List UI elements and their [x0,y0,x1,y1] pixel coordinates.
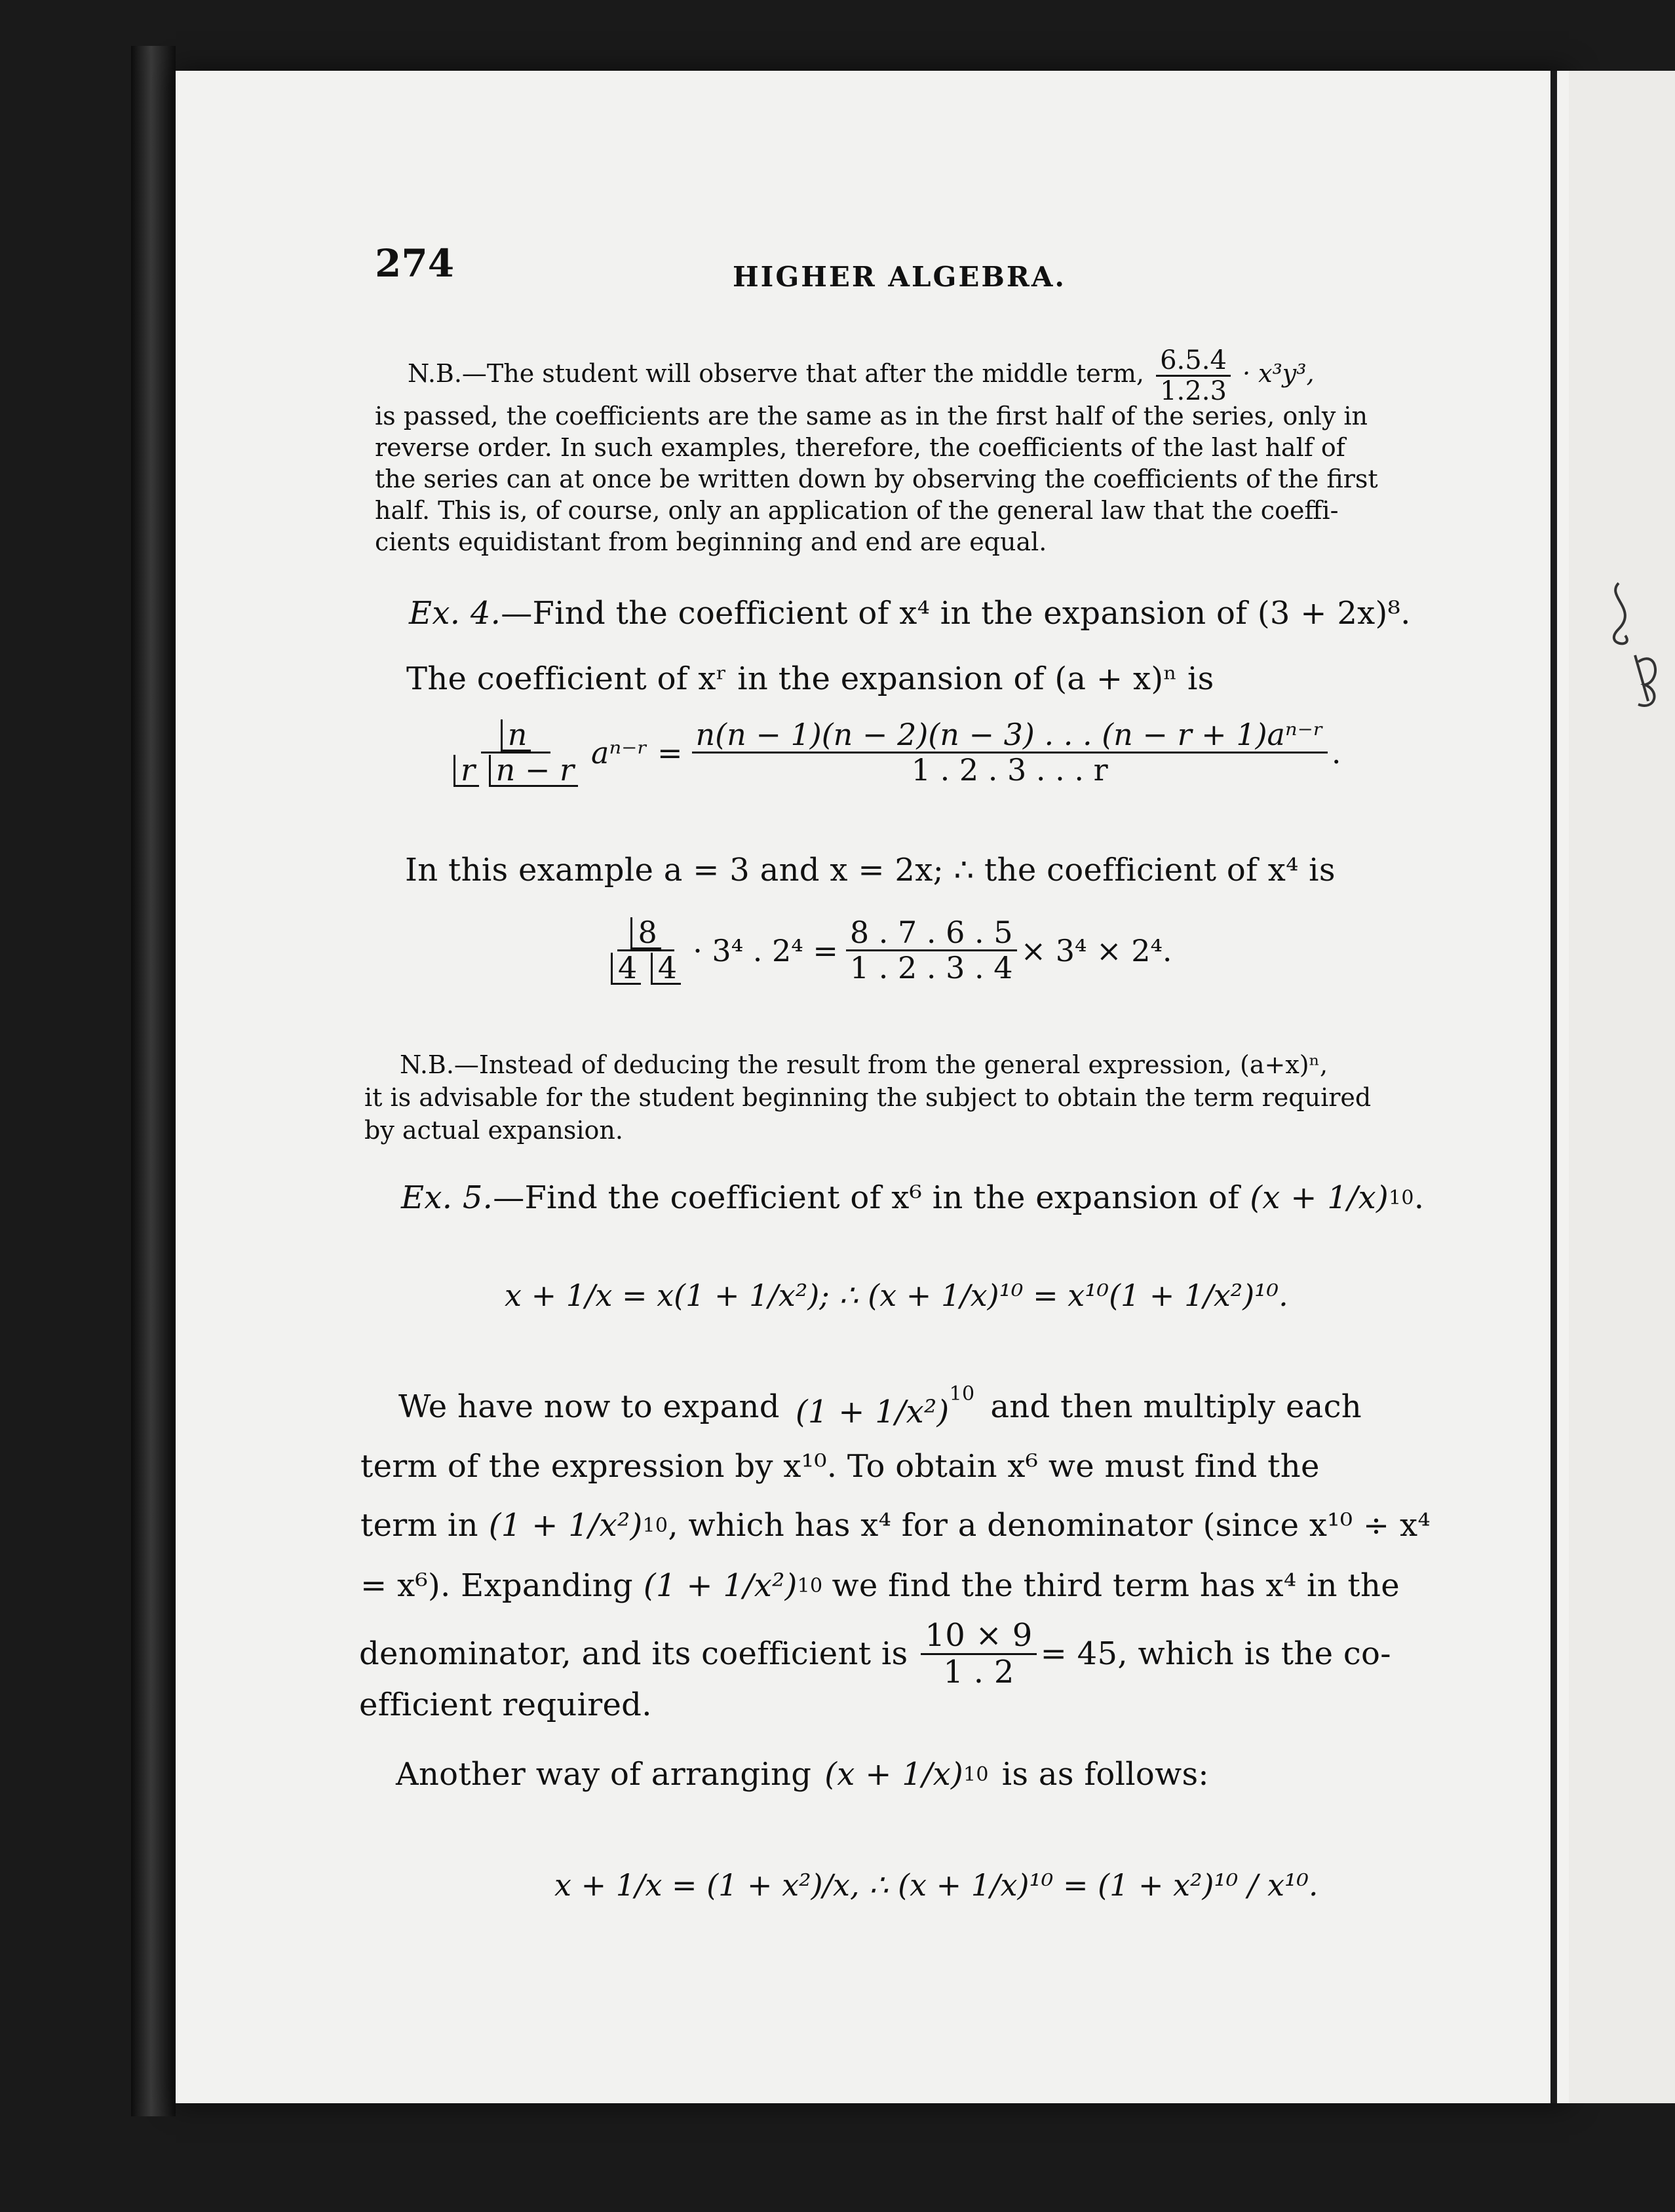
middle-term-fraction [1156,346,1231,406]
nb1-line1 [408,346,1315,406]
ex5-p5-text: denominator, and its coefficient is [359,1635,908,1673]
ex4-label: Ex. 4. [409,595,501,632]
coefficient-fraction [921,1618,1036,1690]
fact-8: 8 [630,917,661,949]
nb2-line1: N.B.—Instead of deducing the result from the general expression, (a+x)ⁿ, [400,1050,1328,1079]
ex5-p3 [360,1507,1431,1544]
calc-tail: × 3⁴ × 2⁴. [1020,932,1172,968]
calc-rhs-fraction [846,916,1017,984]
nb1-line4: the series can at once be written down by observing the coefficients of the first [375,465,1378,493]
formula-rhs-num: n(n − 1)(n − 2)(n − 3) . . . (n − r + 1)aⁿ⁻ʳ [692,718,1328,753]
ex4-title: —Find the coefficient of x⁴ in the expansion of (3 + 2x)⁸. [501,595,1411,632]
ex5-another-expr: (x + 1/x) [824,1756,963,1793]
ex5-heading: Ex. 5. —Find the coefficient of x⁶ in the expansion of (x + 1/x) 10 . [401,1179,1425,1216]
ex5-p6: efficient required. [359,1687,652,1723]
ex5-another-text: Another way of arranging [396,1756,812,1793]
factorial-8-over-4-4 [607,916,685,985]
nb1-line3: reverse order. In such examples, therefore, the coefficients of the last half of [375,433,1345,462]
ex4-general-formula [446,718,1341,787]
ex5-p2: term of the expression by x¹⁰. To obtain x⁶ we must find the [360,1448,1320,1485]
ex5-p1-text: We have now to expand [398,1388,780,1425]
ex4-heading [409,595,1411,632]
ex5-another-exp: 10 [963,1763,989,1786]
middle-term-den: 1.2.3 [1160,376,1227,406]
ex5-p3-exp: 10 [642,1514,668,1537]
ex5-p4-tail: we find the third term has x⁴ in the [832,1567,1400,1604]
ex4-line2: The coefficient of xʳ in the expansion of (a + x)ⁿ is [406,660,1214,697]
page-number: 274 [375,241,455,286]
ex5-equation: x + 1/x = x(1 + 1/x²); ∴ (x + 1/x)¹⁰ = x¹⁰(1 + 1/x²)¹⁰. [505,1278,1288,1313]
ex5-p5-tail: = 45, which is the co- [1040,1635,1391,1673]
ex5-p4-expr: (1 + 1/x²) [643,1567,798,1604]
ex5-label: Ex. 5. [401,1179,493,1216]
nb1-line6: cients equidistant from beginning and end are equal. [375,527,1047,556]
fact-r: r [453,755,479,787]
formula-end: . [1331,734,1341,771]
calc-mid: · 3⁴ . 2⁴ = [693,932,838,968]
middle-term-tail: · x³y³, [1242,359,1315,388]
coefficient-num: 10 × 9 [921,1618,1036,1655]
ex5-p3-expr: (1 + 1/x²) [488,1507,643,1544]
nb1-line5: half. This is, of course, only an application of the general law that the coeffi- [375,496,1339,525]
book-edge [131,46,176,2116]
ex4-line3: In this example a = 3 and x = 2x; ∴ the coefficient of x⁴ is [405,852,1336,888]
ex5-p3-text: term in [360,1507,478,1544]
handwritten-margin-note [1599,570,1665,714]
fact-4b: 4 [651,953,681,985]
ex5-p1-exp: 10 [949,1382,975,1405]
ex5-another-tail: is as follows: [1001,1756,1209,1793]
ex5-final-equation: x + 1/x = (1 + x²)/x, ∴ (x + 1/x)¹⁰ = (1 + x²)¹⁰ / x¹⁰. [554,1867,1319,1903]
ex5-p5 [359,1618,1391,1690]
fact-n-minus-r: n − r [489,755,578,787]
ex5-p4 [360,1567,1400,1604]
calc-rhs-num: 8 . 7 . 6 . 5 [846,916,1017,951]
coefficient-den: 1 . 2 [943,1653,1014,1690]
ex5-p3-tail: , which has x⁴ for a denominator (since x¹⁰ ÷ x⁴ [668,1507,1431,1544]
ex5-p4-exp: 10 [797,1574,823,1597]
ex5-another [396,1756,1209,1793]
calc-rhs-den: 1 . 2 . 3 . 4 [849,950,1013,985]
fact-4a: 4 [611,953,641,985]
formula-lhs-tail: aⁿ⁻ʳ = [591,734,683,771]
fact-n: n [501,719,531,752]
nb2-line2: it is advisable for the student beginning the subject to obtain the term required [364,1083,1372,1112]
ex5-title-expr: (x + 1/x) [1250,1179,1389,1216]
middle-term-num: 6.5.4 [1156,346,1231,377]
ex5-p1-expr: (1 + 1/x²) [795,1394,950,1430]
nb1-text: N.B.—The student will observe that after the middle term, [408,359,1145,388]
nb2-line3: by actual expansion. [364,1116,623,1145]
facing-page-strip [1569,71,1675,2103]
ex5-p4-text: = x⁶). Expanding [360,1567,633,1604]
binomial-factorial-fraction [450,718,582,787]
ex5-p1-tail: and then multiply each [990,1388,1362,1425]
ex5-title-exp: 10 [1389,1186,1414,1210]
formula-rhs-den: 1 . 2 . 3 . . . r [911,752,1108,788]
nb1-line2: is passed, the coefficients are the same as in the first half of the series, only in [375,402,1368,430]
ex4-calculation [603,916,1172,985]
formula-rhs-fraction [692,718,1328,786]
ex5-title: —Find the coefficient of x⁶ in the expansion of [493,1179,1240,1216]
page-gutter-line [1550,71,1557,2103]
ex5-p1 [398,1382,1362,1430]
running-title: HIGHER ALGEBRA. [733,261,1067,293]
